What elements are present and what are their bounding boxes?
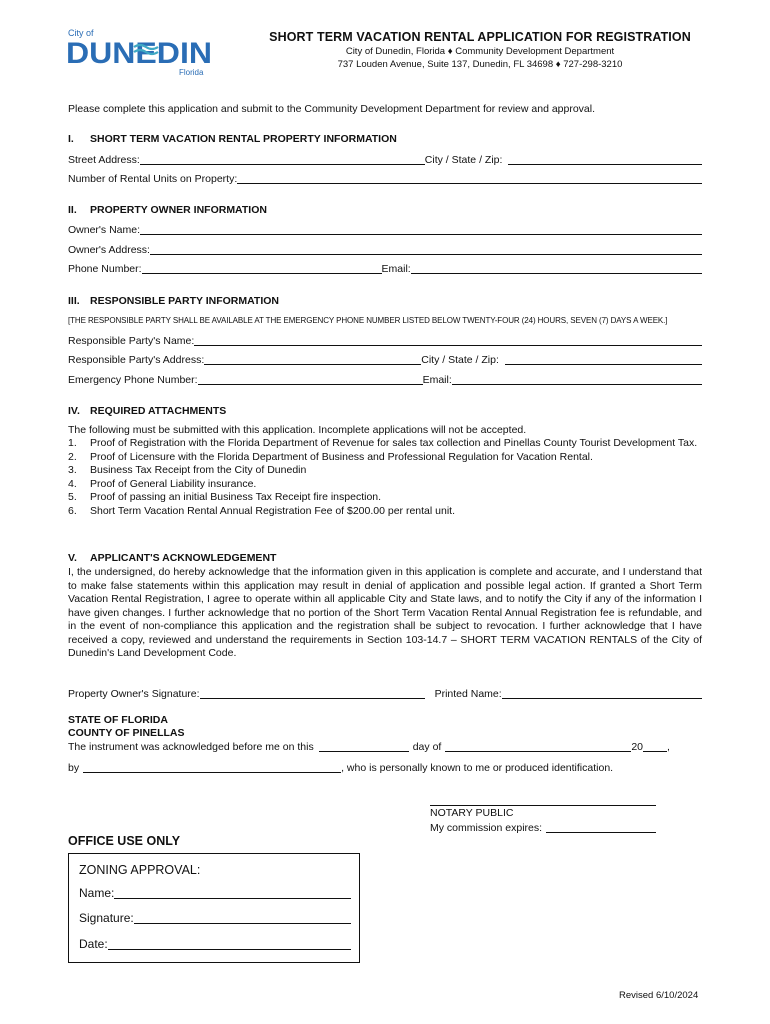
city-logo xyxy=(66,26,216,78)
printed-name-label: Printed Name: xyxy=(434,688,502,700)
office-name-label: Name: xyxy=(79,886,115,900)
office-use-box xyxy=(68,853,360,963)
logo-top-text: City of xyxy=(68,28,94,38)
acknowledgement-text: I, the undersigned, do hereby acknowledge that the information given in this application is complete and accurate, and I understand that to make false statements within this application may result in denial of application and possible legal action. If granted a Short Term Vacation Rental Registration, I agree to operate within all applicable City and State laws, and to notify the City if any of the information I have given changes. I further acknowledge that no portion of the Short Term Vacation Rental Annual Registration fee is refundable, and in the event of non-compliance this application and the registration shall be subject to revocation. I further acknowledge that I have received a copy, reviewed and understand the requirements in Section 103-14.7 – SHORT TERM VACATION RENTALS of the City of Dunedin's Land Development Code. xyxy=(68,566,702,659)
rp-address-label: Responsible Party's Address: xyxy=(68,354,205,366)
email-label: Email: xyxy=(381,263,411,275)
notary-by-field[interactable] xyxy=(83,762,341,773)
owner-name-field[interactable] xyxy=(140,224,702,235)
header-dept-line: City of Dunedin, Florida ♦ Community Development Department xyxy=(345,46,615,57)
city-field[interactable] xyxy=(508,154,702,165)
form-title: SHORT TERM VACATION RENTAL APPLICATION FOR REGISTRATION xyxy=(269,30,691,44)
office-name-row xyxy=(79,886,351,900)
email-field[interactable] xyxy=(411,263,702,274)
list-item: 6. Short Term Vacation Rental Annual Registration Fee of $200.00 per rental unit. xyxy=(68,504,455,517)
office-signature-field[interactable] xyxy=(134,913,351,924)
zoning-label: ZONING APPROVAL: xyxy=(79,863,201,877)
commission-row xyxy=(430,820,656,834)
owner-address-label: Owner's Address: xyxy=(68,244,150,256)
intro-text: Please complete this application and submit to the Community Development Department for review and approval. xyxy=(68,103,596,115)
phone-field[interactable] xyxy=(142,263,382,274)
office-signature-row xyxy=(79,911,351,925)
office-date-row xyxy=(79,937,351,951)
section-4-heading: IV. REQUIRED ATTACHMENTS xyxy=(68,405,227,417)
list-item: 5. Proof of passing an initial Business Tax Receipt fire inspection. xyxy=(68,491,382,503)
list-item: 1. Proof of Registration with the Florida Department of Revenue for sales tax collection and Pinellas County Tourist Development Tax. xyxy=(68,437,698,449)
rp-phone-row xyxy=(68,372,702,386)
rp-address-field[interactable] xyxy=(204,354,421,365)
notary-signature-line[interactable] xyxy=(430,805,656,806)
owner-phone-row xyxy=(68,261,702,275)
rp-email-label: Email: xyxy=(422,374,452,386)
city-label: City / State / Zip: xyxy=(424,154,503,166)
notary-year-field[interactable] xyxy=(643,741,667,752)
office-date-field[interactable] xyxy=(108,939,351,950)
section-1-heading: I. SHORT TERM VACATION RENTAL PROPERTY INFORMATION xyxy=(68,133,397,145)
owner-signature-field[interactable] xyxy=(200,688,425,699)
signature-row xyxy=(68,686,702,700)
attachments-lead: The following must be submitted with this application. Incomplete applications will not be accepted. xyxy=(68,424,527,436)
street-label: Street Address: xyxy=(68,154,140,166)
owner-address-field[interactable] xyxy=(150,244,702,255)
rp-name-field[interactable] xyxy=(194,335,702,346)
owner-name-row xyxy=(68,222,702,236)
notary-month-field[interactable] xyxy=(445,741,631,752)
office-use-heading: OFFICE USE ONLY xyxy=(68,834,181,848)
units-row xyxy=(68,171,702,185)
responsible-party-note: [THE RESPONSIBLE PARTY SHALL BE AVAILABLE AT THE EMERGENCY PHONE NUMBER LISTED BELOW TWENTY-FOUR (24) HOURS, SEVEN (7) DAYS A WEEK.] xyxy=(68,316,668,325)
notary-county: COUNTY OF PINELLAS xyxy=(68,727,185,739)
header-address-line: 737 Louden Avenue, Suite 137, Dunedin, FL 34698 ♦ 727-298-3210 xyxy=(337,59,623,70)
notary-day-label: day of xyxy=(412,741,442,753)
logo-sub-text: Florida xyxy=(179,68,204,77)
rp-name-row xyxy=(68,333,702,347)
street-row xyxy=(68,152,702,166)
rp-name-label: Responsible Party's Name: xyxy=(68,335,195,347)
notary-public-label: NOTARY PUBLIC xyxy=(430,807,514,819)
notary-known-text: , who is personally known to me or produced identification. xyxy=(341,762,614,774)
rp-city-field[interactable] xyxy=(505,354,702,365)
commission-field[interactable] xyxy=(546,822,656,833)
logo-main-text: DUNEDIN xyxy=(66,37,212,70)
office-signature-label: Signature: xyxy=(79,911,134,925)
rp-phone-field[interactable] xyxy=(198,374,423,385)
rp-phone-label: Emergency Phone Number: xyxy=(68,374,198,386)
owner-signature-label: Property Owner's Signature: xyxy=(68,688,200,700)
notary-state: STATE OF FLORIDA xyxy=(68,714,168,726)
owner-address-row xyxy=(68,242,702,256)
notary-by-row xyxy=(68,760,702,774)
rp-address-row xyxy=(68,352,702,366)
revised-date: Revised 6/10/2024 xyxy=(619,990,699,1001)
units-field[interactable] xyxy=(237,173,702,184)
office-date-label: Date: xyxy=(79,937,108,951)
rp-email-field[interactable] xyxy=(452,374,702,385)
list-item: 4. Proof of General Liability insurance. xyxy=(68,477,257,490)
street-field[interactable] xyxy=(140,154,425,165)
units-label: Number of Rental Units on Property: xyxy=(68,173,238,185)
list-item: 2. Proof of Licensure with the Florida Department of Business and Professional Regulation for Vacation Rental. xyxy=(68,450,593,463)
office-name-field[interactable] xyxy=(114,888,351,899)
notary-date-field[interactable] xyxy=(319,741,409,752)
attachments-list xyxy=(68,437,702,518)
notary-ack-label: The instrument was acknowledged before me on this xyxy=(68,741,314,753)
section-5-heading: V. APPLICANT'S ACKNOWLEDGEMENT xyxy=(68,552,277,564)
owner-name-label: Owner's Name: xyxy=(68,224,141,236)
phone-label: Phone Number: xyxy=(68,263,142,275)
commission-label: My commission expires: xyxy=(430,822,543,834)
rp-city-label: City / State / Zip: xyxy=(421,354,499,366)
section-3-heading: III. RESPONSIBLE PARTY INFORMATION xyxy=(68,295,280,307)
notary-ack-row: The instrument was acknowledged before me on this day of 20 , xyxy=(68,741,670,753)
section-2-heading: II. PROPERTY OWNER INFORMATION xyxy=(68,204,267,216)
notary-by-label: by xyxy=(68,762,80,774)
notary-year-label: 20 xyxy=(631,741,644,753)
list-item: 3. Business Tax Receipt from the City of Dunedin xyxy=(68,464,307,476)
printed-name-field[interactable] xyxy=(502,688,702,699)
